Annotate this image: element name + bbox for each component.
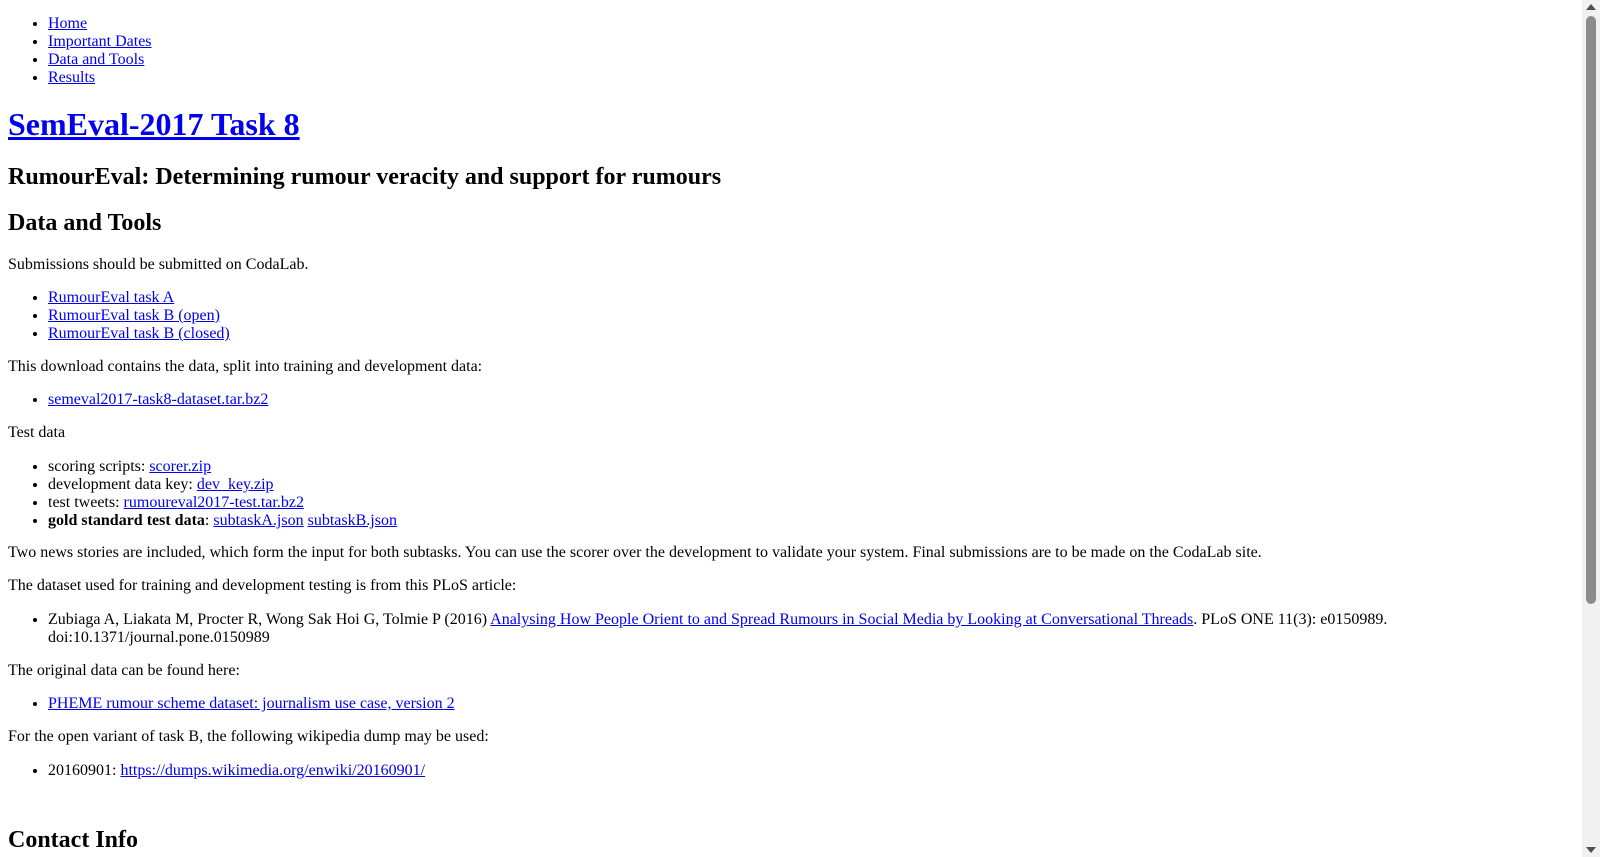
dataset-source-text: The dataset used for training and development testing is from this PLoS article: (8, 577, 517, 594)
nav-link-home[interactable]: Home (48, 15, 88, 32)
gold-standard-label: gold standard test data (48, 512, 205, 529)
dev-key-zip-link[interactable]: dev_key.zip (196, 476, 274, 493)
pheme-list (8, 695, 1582, 713)
list-item (48, 494, 1582, 512)
section-heading: Data and Tools (8, 210, 162, 236)
pheme-dataset-link[interactable]: PHEME rumour scheme dataset: journalism use case, version 2 (48, 695, 455, 712)
submission-text: Submissions should be submitted on CodaLab. (8, 256, 309, 273)
contact-info-heading: Contact Info (8, 827, 138, 853)
citation-authors: Zubiaga A, Liakata M, Procter R, Wong Sak Hoi G, Tolmie P (2016) (48, 611, 491, 628)
nav-link-results[interactable]: Results (48, 69, 96, 86)
site-title (8, 106, 1582, 143)
codalab-task-a-link[interactable]: RumourEval task A (48, 289, 175, 306)
nav-link-important-dates[interactable]: Important Dates (48, 33, 152, 50)
vertical-scrollbar[interactable] (1582, 0, 1600, 857)
scoring-label: scoring scripts: (48, 458, 150, 475)
nav-item-important-dates (48, 33, 1582, 51)
codalab-task-b-closed-link[interactable]: RumourEval task B (closed) (48, 325, 230, 342)
list-item (48, 307, 1582, 325)
list-item (48, 391, 1582, 409)
list-item (48, 695, 1582, 713)
subtask-b-json-link[interactable]: subtaskB.json (307, 512, 397, 529)
download-list (8, 391, 1582, 409)
scroll-up-arrow-icon[interactable] (1586, 4, 1596, 10)
wikipedia-dump-list (8, 762, 1582, 780)
nav-item-results (48, 69, 1582, 87)
wiki-dump-link[interactable]: https://dumps.wikimedia.org/enwiki/20160901/ (120, 762, 426, 779)
list-item (48, 476, 1582, 494)
scrollbar-thumb[interactable] (1586, 16, 1596, 604)
citation-item (48, 611, 1408, 647)
test-tweets-link[interactable]: rumoureval2017-test.tar.bz2 (123, 494, 304, 511)
subtask-a-json-link[interactable]: subtaskA.json (213, 512, 304, 529)
scorer-zip-link[interactable]: scorer.zip (149, 458, 212, 475)
page-content (8, 0, 1582, 857)
test-data-list (8, 458, 1582, 530)
list-item (48, 458, 1582, 476)
wiki-dump-label: 20160901: (48, 762, 121, 779)
test-tweets-label: test tweets: (48, 494, 124, 511)
citation-rest: . PLoS ONE 11(3): e0150989. doi:10.1371/journal.pone.0150989 (48, 611, 1388, 646)
list-item (48, 325, 1582, 343)
nav-item-home (48, 15, 1582, 33)
citation-article-link[interactable]: Analysing How People Orient to and Spread Rumours in Social Media by Looking at Conversational Threads (490, 611, 1194, 628)
devkey-label: development data key: (48, 476, 197, 493)
nav-menu (8, 15, 1582, 87)
news-text: Two news stories are included, which form the input for both subtasks. You can use the scorer over the development to validate your system. Final submissions are to be made on the CodaLab site. (8, 544, 1262, 561)
original-data-text: The original data can be found here: (8, 662, 240, 679)
site-subtitle: RumourEval: Determining rumour veracity and support for rumours (8, 164, 722, 190)
download-text: This download contains the data, split into training and development data: (8, 358, 483, 375)
wikipedia-dump-text: For the open variant of task B, the following wikipedia dump may be used: (8, 728, 489, 745)
citation-list (8, 611, 1408, 647)
dataset-download-link[interactable]: semeval2017-task8-dataset.tar.bz2 (48, 391, 269, 408)
gold-separator: : (204, 512, 214, 529)
test-data-label: Test data (8, 424, 66, 441)
nav-link-data-and-tools[interactable]: Data and Tools (48, 51, 145, 68)
site-title-link[interactable]: SemEval-2017 Task 8 (8, 106, 300, 142)
list-item (48, 762, 1582, 780)
scroll-down-arrow-icon[interactable] (1586, 847, 1596, 853)
codalab-links-list (8, 289, 1582, 343)
list-item (48, 289, 1582, 307)
codalab-task-b-open-link[interactable]: RumourEval task B (open) (48, 307, 220, 324)
nav-item-data-and-tools (48, 51, 1582, 69)
list-item (48, 512, 1582, 530)
